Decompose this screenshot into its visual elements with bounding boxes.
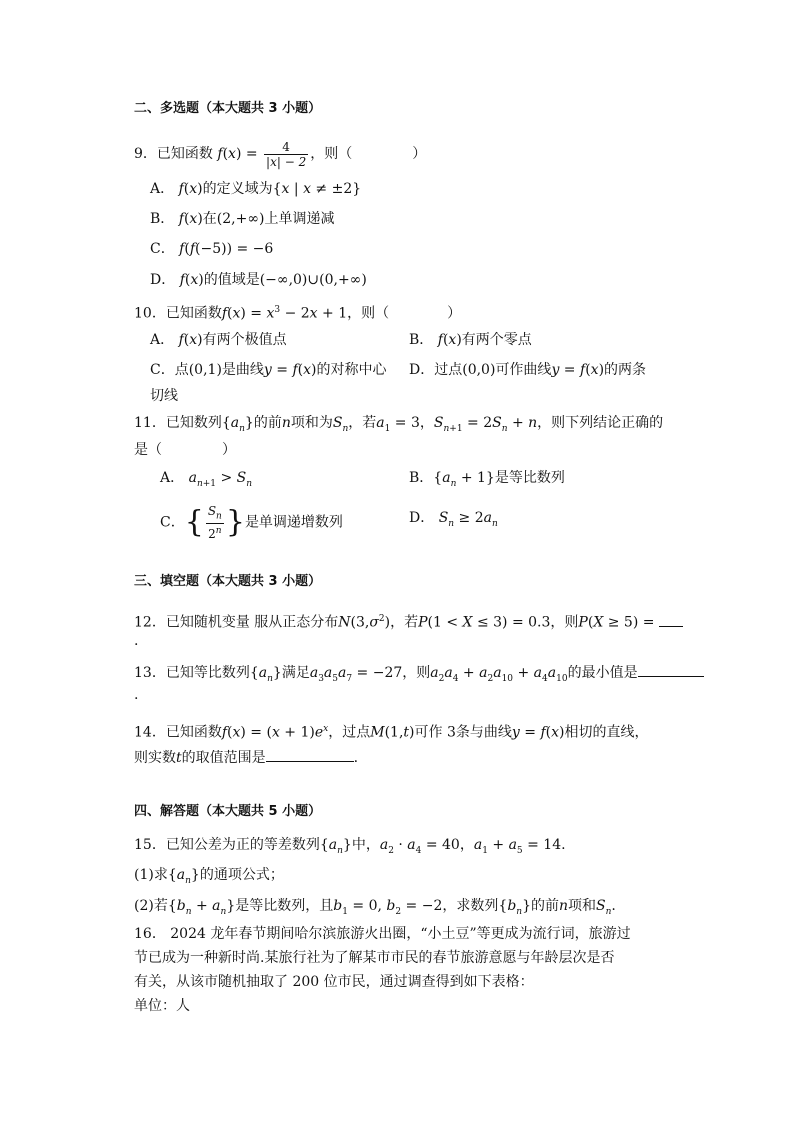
question-13-dot: .: [134, 687, 139, 703]
question-14: 14．已知函数$f(x) = (x + 1)e^x$，过点M(1,t)可作 3条与曲线y = f(x)相切的直线，: [134, 724, 649, 741]
question-9: 9．已知函数 f(x) = $\frac{4}{|x| - 2}$ ，则（ ）: [134, 139, 427, 169]
option-9d: D． f(x)的值域是(−∞,0)∪(0,+∞): [150, 272, 367, 288]
question-11: 11．已知数列$\{a_n\}$的前n项和为$S_n$，若$a_1 = 3$，$S_{n+1} = 2S_n + n$，则下列结论正确的: [134, 415, 664, 434]
question-12: 12．已知随机变量 服从正态分布$N(3,\sigma^2)$，若P(1 < X ≤ 3) = 0.3，则P(X ≥ 5) =: [134, 609, 683, 633]
option-11b: B．$\{a_n + 1\}$是等比数列: [409, 470, 565, 489]
question-11-cont: 是（ ）: [134, 442, 236, 458]
question-15-part1: (1)求$\{a_n\}$的通项公式；: [134, 867, 284, 886]
option-10b: B． f(x)有两个零点: [409, 332, 532, 348]
option-11d: D． $S_n \ge 2a_n$: [409, 510, 498, 529]
answer-blank: [659, 612, 683, 627]
question-13: 13．已知等比数列$\{a_n\}$满足$a_3a_5a_7 = -27$，则$a_2a_4 + a_2a_{10} + a_4a_{10}$的最小值是: [134, 662, 704, 689]
answer-blank: [638, 662, 704, 677]
question-15-part2: (2)若$\{b_n + a_n\}$是等比数列，且$b_1 = 0$, $b_2 = -2$，求数列$\{b_n\}$的前n项和$S_n$.: [134, 898, 616, 917]
section-heading-fill-blank: 三、填空题（本大题共 3 小题）: [134, 574, 322, 589]
answer-blank: [266, 747, 354, 762]
option-9a: A． f(x)的定义域为{x | x ≠ ±2}: [150, 181, 362, 197]
question-10: 10．已知函数$f(x) = x^3 - 2x + 1$，则（ ）: [134, 305, 462, 322]
option-10d: D．过点(0,0)可作曲线y = f(x)的两条: [409, 362, 647, 378]
question-12-dot: .: [134, 633, 139, 649]
question-16-unit: 单位：人: [134, 998, 190, 1014]
section-heading-multi-choice: 二、多选题（本大题共 3 小题）: [134, 101, 322, 116]
section-heading-answer: 四、解答题（本大题共 5 小题）: [134, 804, 322, 819]
question-16-line1: 16． 2024 龙年春节期间哈尔滨旅游火出圈，“小土豆”等更成为流行词，旅游过: [134, 926, 631, 942]
option-10a: A． f(x)有两个极值点: [150, 332, 287, 348]
option-11a: A． $a_{n+1} > S_n$: [160, 470, 253, 489]
fraction: $\frac{4}{|x| - 2}$: [266, 139, 307, 169]
question-14-cont: 则实数t的取值范围是 .: [134, 747, 358, 768]
option-10c: C．点(0,1)是曲线y = f(x)的对称中心: [150, 362, 387, 378]
question-16-line2: 节已成为一种新时尚.某旅行社为了解某市市民的春节旅游意愿与年龄层次是否: [134, 950, 615, 966]
option-9b: B． f(x)在(2,+∞)上单调递减: [150, 211, 335, 227]
question-16-line3: 有关，从该市随机抽取了 200 位市民，通过调查得到如下表格：: [134, 974, 534, 990]
option-9c: C． f(f(−5)) = −6: [150, 241, 274, 257]
question-15: 15．已知公差为正的等差数列$\{a_n\}$中，$a_2 \cdot a_4 = 40$，$a_1 + a_5 = 14$.: [134, 837, 566, 856]
option-11c: C．{ $\frac{S_n}{2^n}$ }是单调递增数列: [160, 504, 343, 542]
option-10d-cont: 切线: [150, 388, 178, 404]
